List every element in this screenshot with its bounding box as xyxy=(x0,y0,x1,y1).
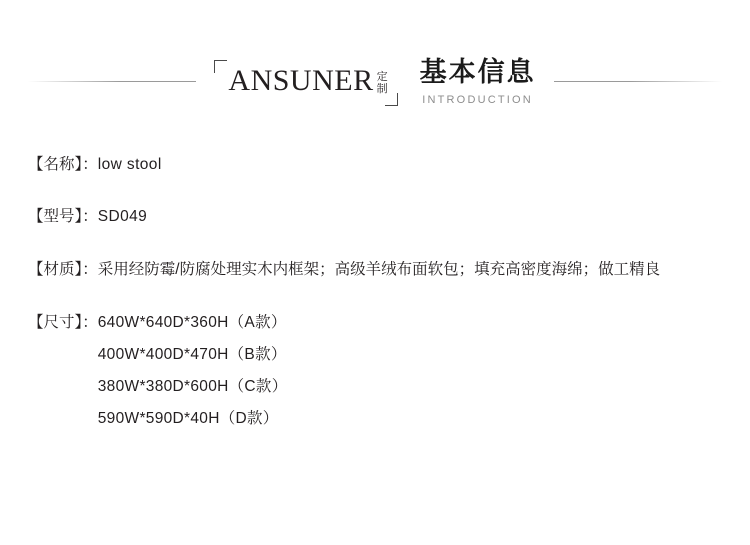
brand-name: ANSUNER xyxy=(228,63,374,97)
size-item: 400W*400D*470H（B款） xyxy=(97,346,287,363)
spec-value-name: low stool xyxy=(97,156,162,173)
page-title-block xyxy=(420,58,536,106)
page-title: 基本信息 xyxy=(419,57,536,87)
spec-label-material: 【材质】： xyxy=(28,261,98,278)
header-divider-left xyxy=(28,81,196,82)
spec-list xyxy=(0,150,750,435)
size-item: 380W*380D*600H（C款） xyxy=(97,378,288,395)
header-inner xyxy=(0,58,750,106)
spec-row-model xyxy=(28,202,722,232)
brand-suffix-bottom: 制 xyxy=(376,82,388,95)
spec-label-size: 【尺寸】： xyxy=(28,314,98,331)
spec-value-size-list xyxy=(98,307,288,435)
spec-row-size xyxy=(28,307,722,435)
brand-suffix xyxy=(377,71,388,95)
spec-value-material: 采用经防霉/防腐处理实木内框架；高级羊绒布面软包；填充高密度海绵；做工精良 xyxy=(97,261,661,278)
spec-label-model: 【型号】： xyxy=(28,208,98,225)
page-header xyxy=(0,0,750,150)
size-item: 590W*590D*40H（D款） xyxy=(97,410,279,427)
spec-value-model: SD049 xyxy=(97,208,148,225)
spec-label-name: 【名称】： xyxy=(28,156,98,173)
brand-logo xyxy=(214,62,397,102)
page-subtitle: INTRODUCTION xyxy=(422,93,533,106)
header-divider-right xyxy=(554,81,722,82)
bracket-bottom-right-icon xyxy=(385,93,398,106)
size-item: 640W*640D*360H（A款） xyxy=(97,314,287,331)
spec-row-name xyxy=(28,150,722,180)
spec-row-material xyxy=(28,254,668,285)
bracket-top-left-icon xyxy=(214,60,227,73)
brand-suffix-top: 定 xyxy=(376,70,388,83)
